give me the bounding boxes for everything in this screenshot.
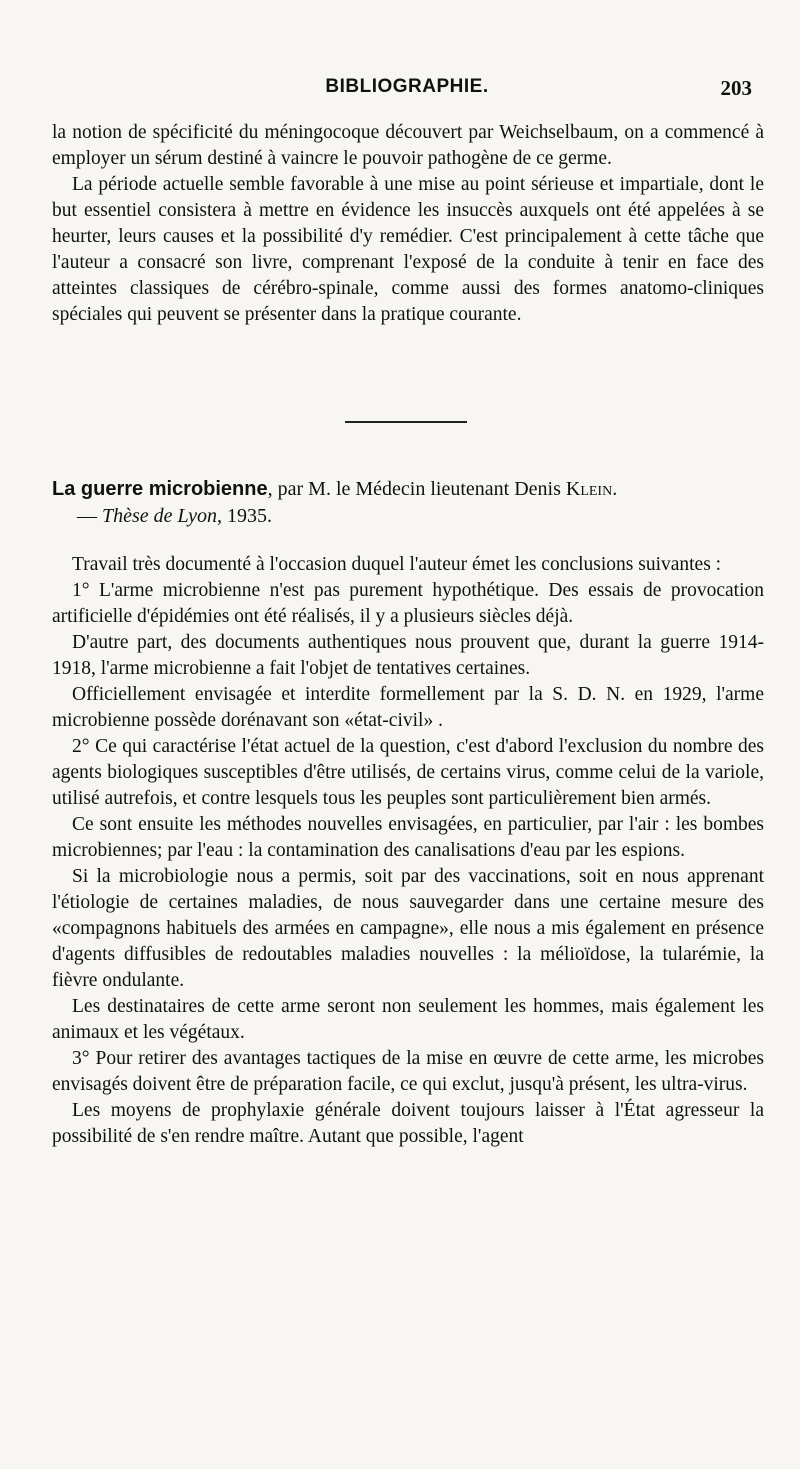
running-header — [52, 76, 762, 104]
review-body — [52, 552, 764, 1150]
paragraph: Ce sont ensuite les méthodes nouvelles envisagées, en particulier, par l'air : les bombes microbiennes; par l'eau : la contamination des canalisations d'eau par les espions. — [52, 814, 764, 861]
paragraph: D'autre part, des documents authentiques nous prouvent que, durant la guerre 1914-1918, l'arme microbienne a fait l'objet de tentatives certaines. — [52, 632, 764, 679]
review-thesis: Thèse de Lyon, — [102, 505, 222, 527]
review-author-prefix: , par M. le Médecin lieutenant Denis — [267, 478, 566, 500]
paragraph: La période actuelle semble favorable à une mise au point sérieuse et impartiale, dont le but essentiel consistera à mettre en évidence les insuccès auxquels ont été appelées à se heurter, leurs causes et la possibilité d'y remédier. C'est principalement à cette tâche que l'auteur a consacré son livre, comprenant l'exposé de la conduite à tenir en face des atteintes classiques de cérébro-spinale, comme aussi des formes anatomo-cliniques spéciales qui peuvent se présenter dans la pratique courante. — [52, 174, 764, 325]
paragraph: Les destinataires de cette arme seront non seulement les hommes, mais également les animaux et les végétaux. — [52, 996, 764, 1043]
paragraph: Travail très documenté à l'occasion duquel l'auteur émet les conclusions suivantes : — [72, 554, 722, 575]
review-heading — [52, 476, 764, 530]
paragraph: 2° Ce qui caractérise l'état actuel de la question, c'est d'abord l'exclusion du nombre des agents biologiques susceptibles d'être utilisés, de certains virus, comme celui de la variole, utilisé autrefois, et contre lesquels tous les peuples sont particulièrement bien armés. — [52, 736, 764, 809]
paragraph: Si la microbiologie nous a permis, soit par des vaccinations, soit en nous apprenant l'étiologie de certaines maladies, de nous sauvegarder dans une certaine mesure des «compagnons habituels des armées en campagne», elle nous a mis également en présence d'agents diffusibles de redoutables maladies nouvelles : la mélioïdose, la tularémie, la fièvre ondulante. — [52, 866, 764, 991]
paragraph: 3° Pour retirer des avantages tactiques de la mise en œuvre de cette arme, les microbes envisagés doivent être de préparation facile, ce qui exclut, jusqu'à présent, les ultra-virus. — [52, 1048, 764, 1095]
review-title: La guerre microbienne — [52, 478, 268, 500]
paragraph: Les moyens de prophylaxie générale doivent toujours laisser à l'État agresseur la possibilité de s'en rendre maître. Autant que possible, l'agent — [52, 1100, 764, 1147]
review-author-lastname: Klein — [565, 478, 613, 500]
running-title: BIBLIOGRAPHIE. — [325, 76, 489, 97]
first-section — [52, 120, 764, 328]
review-year: 1935. — [221, 505, 272, 527]
page-number: 203 — [720, 76, 752, 100]
review-author-suffix: . — [612, 478, 618, 500]
paragraph: Officiellement envisagée et interdite formellement par la S. D. N. en 1929, l'arme microbienne possède dorénavant son «état-civil» . — [52, 684, 764, 731]
paragraph: 1° L'arme microbienne n'est pas purement hypothétique. Des essais de provocation artificielle d'épidémies ont été réalisés, il y a plusieurs siècles déjà. — [52, 580, 764, 627]
section-divider — [345, 421, 467, 423]
review-dash: — — [77, 505, 102, 527]
paragraph: la notion de spécificité du méningocoque découvert par Weichselbaum, on a commencé à employer un sérum destiné à vaincre le pouvoir pathogène de ce germe. — [52, 122, 764, 169]
